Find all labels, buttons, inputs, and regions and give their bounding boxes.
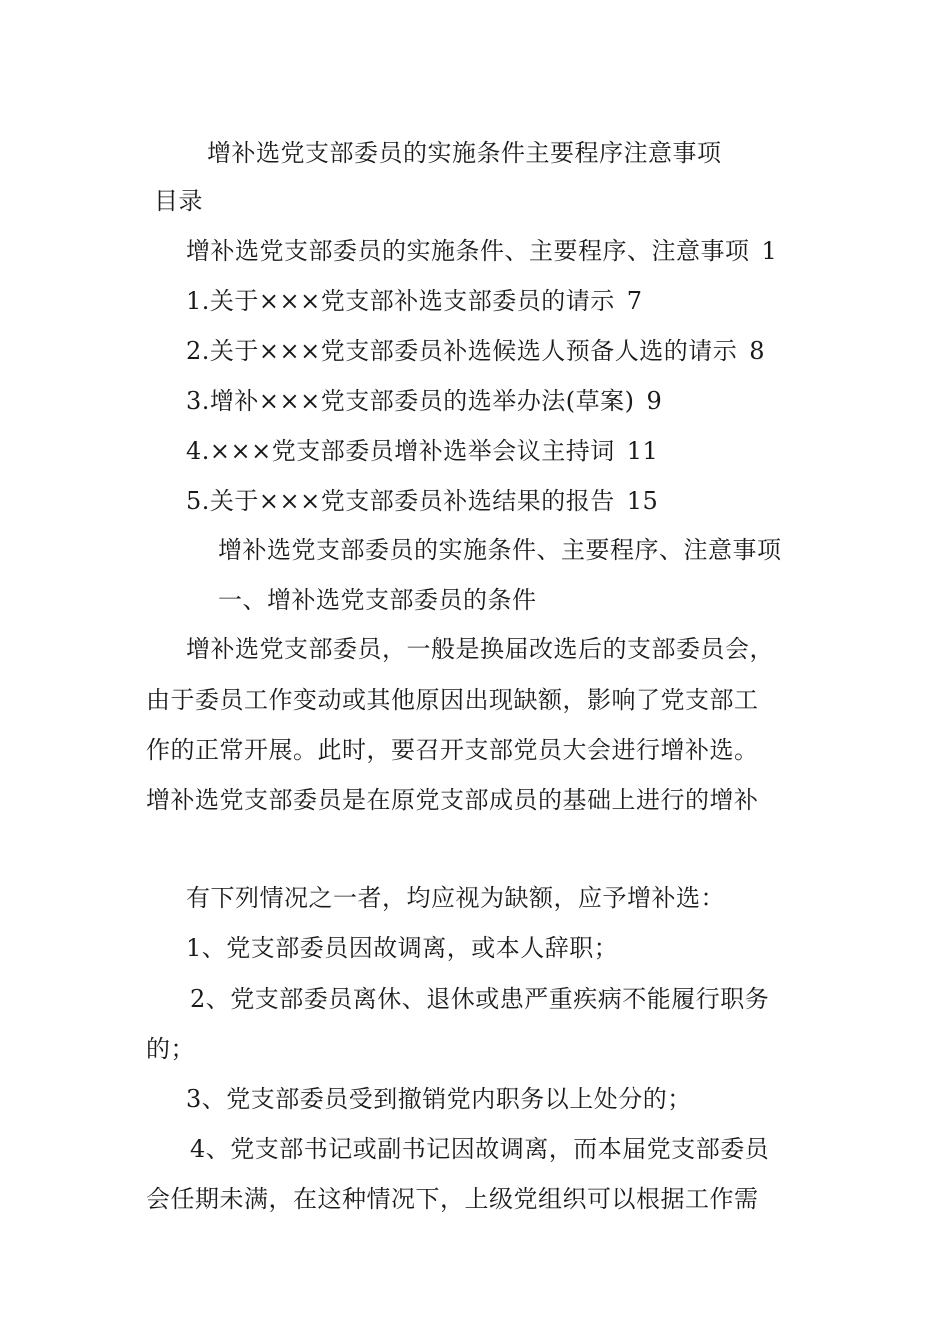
toc-heading: 目录 bbox=[154, 187, 203, 215]
list-item-continuation: 会任期未满，在这种情况下，上级党组织可以根据工作需 bbox=[146, 1185, 759, 1213]
paragraph-line: 增补选党支部委员，一般是换届改选后的支部委员会， bbox=[186, 635, 774, 663]
toc-item-page: 9 bbox=[646, 387, 663, 415]
paragraph-line: 由于委员工作变动或其他原因出现缺额，影响了党支部工 bbox=[146, 686, 759, 714]
list-item-continuation: 的； bbox=[146, 1035, 195, 1063]
toc-item-page: 15 bbox=[626, 487, 659, 515]
list-item: 3、党支部委员受到撤销党内职务以上处分的； bbox=[186, 1085, 692, 1113]
toc-item-text: 2.关于×××党支部委员补选候选人预备人选的请示 bbox=[186, 337, 738, 365]
paragraph-line: 增补选党支部委员是在原党支部成员的基础上进行的增补 bbox=[146, 786, 759, 814]
list-item: 2、党支部委员离休、退休或患严重疾病不能履行职务 bbox=[190, 985, 770, 1013]
document-title: 增补选党支部委员的实施条件主要程序注意事项 bbox=[207, 139, 722, 167]
toc-item[interactable] bbox=[186, 336, 765, 366]
toc-item[interactable] bbox=[186, 286, 643, 316]
paragraph-line: 作的正常开展。此时，要召开支部党员大会进行增补选。 bbox=[146, 736, 759, 764]
toc-item-page: 8 bbox=[749, 337, 766, 365]
toc-item-text: 4.×××党支部委员增补选举会议主持词 bbox=[186, 437, 615, 465]
toc-item-text: 1.关于×××党支部补选支部委员的请示 bbox=[186, 287, 615, 315]
toc-item-page: 7 bbox=[626, 287, 643, 315]
toc-item[interactable] bbox=[186, 236, 777, 266]
list-item: 1、党支部委员因故调离，或本人辞职； bbox=[186, 934, 619, 962]
toc-item-page: 1 bbox=[761, 237, 778, 265]
section-title: 增补选党支部委员的实施条件、主要程序、注意事项 bbox=[218, 536, 782, 564]
subsection-title: 一、增补选党支部委员的条件 bbox=[218, 586, 537, 614]
toc-item-text: 增补选党支部委员的实施条件、主要程序、注意事项 bbox=[186, 237, 750, 265]
toc-item-page: 11 bbox=[626, 437, 659, 465]
list-item: 4、党支部书记或副书记因故调离，而本届党支部委员 bbox=[190, 1135, 770, 1163]
toc-item[interactable] bbox=[186, 386, 662, 416]
toc-item-text: 3.增补×××党支部委员的选举办法(草案) bbox=[186, 387, 635, 415]
toc-item[interactable] bbox=[186, 436, 658, 466]
paragraph-line: 有下列情况之一者，均应视为缺额，应予增补选： bbox=[186, 884, 725, 912]
toc-item-text: 5.关于×××党支部委员补选结果的报告 bbox=[186, 487, 615, 515]
toc-item[interactable] bbox=[186, 486, 658, 516]
